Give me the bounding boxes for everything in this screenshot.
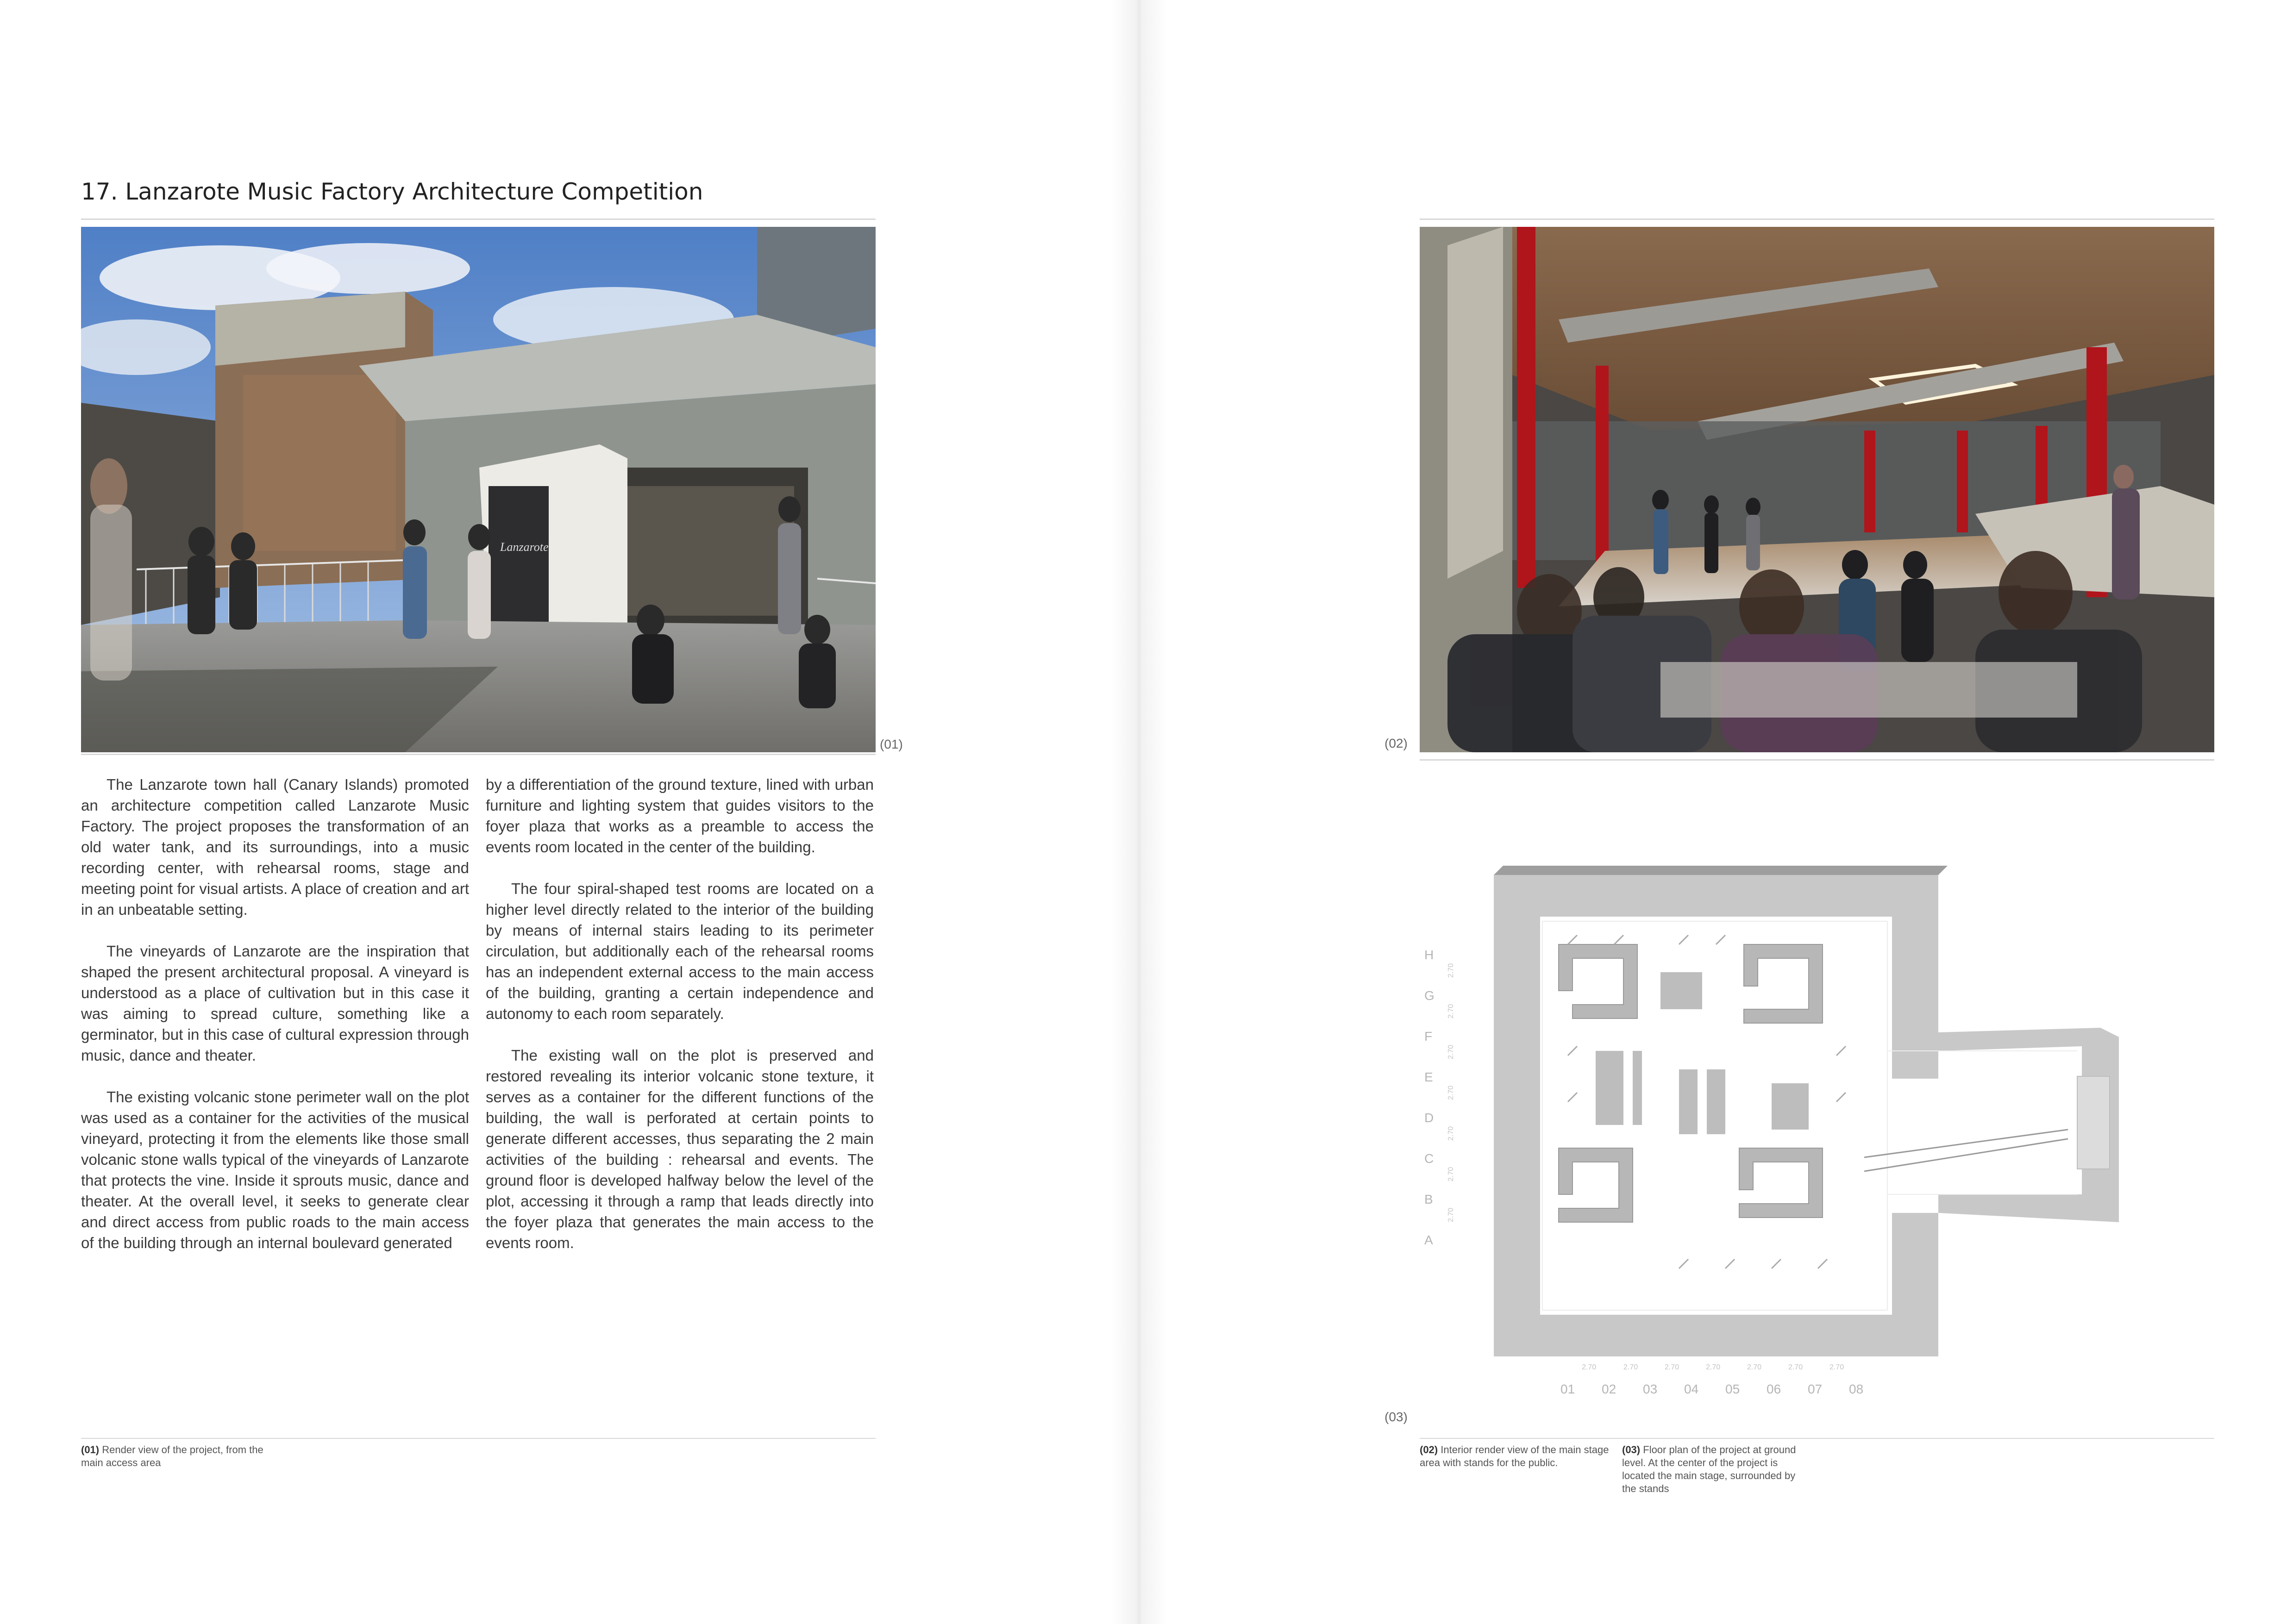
row-label: G (1424, 988, 1435, 1003)
col-dim: 2.70 (1788, 1363, 1803, 1371)
col-label: 06 (1767, 1382, 1781, 1396)
row-dim: 2.70 (1447, 963, 1455, 978)
footnote-text: Floor plan of the project at ground level. At the center of the project is located the main stage, surrounded by the stands (1622, 1444, 1796, 1494)
image-03-tag: (03) (1385, 1410, 1408, 1424)
footnote-rule-right (1420, 1438, 2214, 1439)
body-paragraph: The vineyards of Lanzarote are the inspiration that shaped the present architectural proposal. A vineyard is understood as a place of cultivation but in this case it was aiming to spread culture, something like a germinator, but in this case of cultural expression through music, dance and theater. (81, 943, 469, 1064)
row-dim: 2.70 (1447, 1126, 1455, 1141)
col-dim: 2.70 (1829, 1363, 1844, 1371)
body-paragraph: The four spiral-shaped test rooms are located on a higher level directly related to the interior of the building by means of internal stairs leading to its perimeter circulation, but additionally each of the rehearsal rooms has an independent external access to the main access of the building, granting a certain independence and autonomy to each room separately. (486, 880, 874, 1022)
column-dimensions (1582, 1363, 1844, 1371)
col-label: 08 (1849, 1382, 1864, 1396)
page-gutter (1111, 0, 1167, 1624)
image-02-tag: (02) (1385, 736, 1408, 750)
body-paragraph-continued: by a differentiation of the ground texture, lined with urban furniture and lighting system that guides visitors to the foyer plaza that works as a preamble to access the events room located in the center of the building. (486, 776, 874, 856)
title-rule (81, 219, 876, 220)
render-interior-illustration (1420, 227, 2214, 752)
column-labels (1560, 1382, 1863, 1396)
render-image-02 (1420, 227, 2214, 752)
row-labels (1424, 948, 1435, 1247)
render-exterior-illustration (81, 227, 876, 752)
row-label: D (1424, 1111, 1434, 1125)
row-dim: 2.70 (1447, 1004, 1455, 1018)
image-01-rule (81, 754, 876, 755)
footnote-text: Render view of the project, from the main access area (81, 1444, 263, 1468)
floor-plan-03 (1420, 852, 2214, 1407)
row-dim: 2.70 (1447, 1044, 1455, 1059)
col-label: 05 (1725, 1382, 1740, 1396)
footnote-number: (01) (81, 1444, 100, 1455)
row-label: A (1424, 1233, 1433, 1247)
body-paragraph: The Lanzarote town hall (Canary Islands) promoted an architecture competition called Lanzarote Music Factory. The project proposes the transformation of an old water tank, and its surroundings, into a music recording center, with rehearsal rooms, stage and meeting point for visual artists. A place of creation and art in an unbeatable setting. (81, 776, 469, 918)
footnote-01 (81, 1443, 276, 1469)
body-column-2 (486, 774, 874, 1274)
col-dim: 2.70 (1706, 1363, 1721, 1371)
image-01-tag: (01) (880, 737, 903, 751)
footnote-text: Interior render view of the main stage area with stands for the public. (1420, 1444, 1609, 1468)
row-label: C (1424, 1151, 1434, 1166)
col-label: 07 (1808, 1382, 1823, 1396)
body-column-1 (81, 774, 469, 1274)
image-02-rule (1420, 759, 2214, 761)
render-image-01 (81, 227, 876, 752)
row-dimensions (1447, 963, 1455, 1222)
row-dim: 2.70 (1447, 1207, 1455, 1222)
foreground-blur (1447, 551, 2142, 752)
col-dim: 2.70 (1665, 1363, 1679, 1371)
col-label: 02 (1602, 1382, 1616, 1396)
footnote-03 (1622, 1443, 1812, 1495)
col-dim: 2.70 (1623, 1363, 1638, 1371)
stage-ramp-lines (1864, 1130, 2068, 1171)
body-paragraph: The existing wall on the plot is preserved and restored revealing its interior volcanic stone texture, it serves as a container for the different functions of the building, the wall is perforated at certain points to generate different accesses, thus separating the 2 main activities of the building : rehearsal and events. The ground floor is developed halfway below the level of the plot, accessing it through a ramp that leads directly into the foyer plaza that generates the main access to the events room. (486, 1047, 874, 1251)
image-02-top-rule (1420, 219, 2214, 220)
col-dim: 2.70 (1582, 1363, 1597, 1371)
footnote-number: (02) (1420, 1444, 1438, 1455)
row-label: E (1424, 1070, 1433, 1084)
row-dim: 2.70 (1447, 1167, 1455, 1181)
row-label: H (1424, 948, 1434, 962)
row-label: F (1424, 1029, 1433, 1043)
row-dim: 2.70 (1447, 1085, 1455, 1100)
footnote-02 (1420, 1443, 1610, 1469)
col-label: 03 (1643, 1382, 1658, 1396)
col-dim: 2.70 (1747, 1363, 1762, 1371)
floor-plan-drawing (1420, 852, 2214, 1407)
col-label: 01 (1560, 1382, 1575, 1396)
footnote-number: (03) (1622, 1444, 1641, 1455)
body-paragraph: The existing volcanic stone perimeter wall on the plot was used as a container for the activities of the musical vineyard, protecting it from the elements like those small volcanic stone walls typical of the vineyards of Lanzarote that protects the vine. Inside it sprouts music, dance and theater. At the overall level, it seeks to generate clear and direct access from public roads to the main access of the building through an internal boulevard generated (81, 1088, 469, 1251)
col-label: 04 (1684, 1382, 1699, 1396)
poster-text: Lanzarote (500, 540, 549, 554)
row-label: B (1424, 1192, 1433, 1206)
footnote-rule-left (81, 1438, 876, 1439)
page-title: 17. Lanzarote Music Factory Architecture Competition (81, 178, 703, 205)
